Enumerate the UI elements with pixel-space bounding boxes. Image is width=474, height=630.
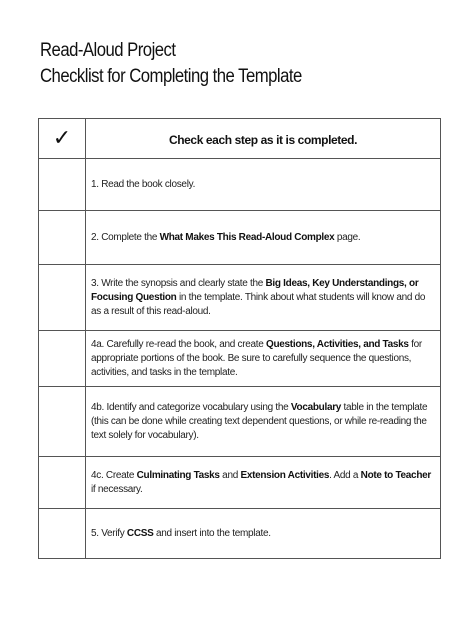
- step-plain-text: 1. Read the book closely.: [91, 178, 196, 190]
- step-text: [86, 401, 440, 443]
- checkbox-cell-4[interactable]: [39, 331, 86, 387]
- step-bold-text: What Makes This Read-Aloud Complex: [159, 231, 335, 243]
- step-bold-text: Vocabulary: [290, 401, 342, 413]
- step-plain-text: in the template. Think about what students will know and do as a result of this read-aloud.: [91, 291, 426, 317]
- checkbox-cell-2[interactable]: [39, 211, 86, 265]
- step-cell-6: [86, 457, 441, 509]
- step-text: [86, 527, 440, 541]
- instruction-header-text: Check each step as it is completed.: [168, 132, 358, 147]
- page-title: [40, 38, 302, 90]
- step-plain-text: 3. Write the synopsis and clearly state the: [91, 277, 266, 289]
- step-text: [86, 277, 440, 319]
- table-row: [39, 211, 441, 265]
- step-plain-text: and: [219, 469, 241, 481]
- step-cell-2: [86, 211, 441, 265]
- table-row: [39, 331, 441, 387]
- step-text: [86, 178, 440, 192]
- step-cell-1: [86, 159, 441, 211]
- step-bold-text: Culminating Tasks: [136, 469, 220, 481]
- table-row: [39, 265, 441, 331]
- step-plain-text: 4b. Identify and categorize vocabulary using the: [91, 401, 291, 413]
- step-plain-text: 2. Complete the: [91, 231, 160, 243]
- step-plain-text: table in the template (this can be done while creating text dependent questions, or while re-reading the text solely for vocabulary).: [91, 401, 428, 441]
- step-text: [86, 338, 440, 380]
- step-cell-3: [86, 265, 441, 331]
- step-plain-text: for appropriate portions of the book. Be sure to carefully sequence the questions, activities, and tasks in the template.: [91, 338, 422, 378]
- step-plain-text: 4a. Carefully re-read the book, and create: [91, 338, 266, 350]
- step-cell-5: [86, 387, 441, 457]
- step-bold-text: Questions, Activities, and Tasks: [266, 338, 409, 350]
- checkmark-icon: ✓: [52, 125, 72, 151]
- step-plain-text: and insert into the template.: [153, 527, 271, 539]
- title-line-2: Checklist for Completing the Template: [40, 66, 302, 87]
- step-bold-text: Big Ideas, Key Understandings, or Focusing Question: [91, 277, 419, 303]
- checkbox-cell-5[interactable]: [39, 387, 86, 457]
- step-plain-text: 5. Verify: [91, 527, 127, 539]
- checkbox-cell-3[interactable]: [39, 265, 86, 331]
- table-row: [39, 457, 441, 509]
- step-plain-text: if necessary.: [91, 483, 143, 495]
- step-bold-text: CCSS: [126, 527, 154, 539]
- step-text: [86, 231, 440, 245]
- step-text: [86, 469, 440, 497]
- table-row: [39, 509, 441, 559]
- check-column-header: [39, 119, 86, 159]
- step-cell-7: [86, 509, 441, 559]
- step-plain-text: page.: [334, 231, 361, 243]
- step-plain-text: . Add a: [329, 469, 361, 481]
- table-row: [39, 387, 441, 457]
- step-bold-text: Extension Activities: [240, 469, 330, 481]
- step-plain-text: 4c. Create: [91, 469, 137, 481]
- table-row: [39, 159, 441, 211]
- checkbox-cell-7[interactable]: [39, 509, 86, 559]
- step-bold-text: Note to Teacher: [360, 469, 431, 481]
- checklist-header-row: [39, 119, 441, 159]
- instruction-header: [86, 119, 441, 159]
- step-cell-4: [86, 331, 441, 387]
- checklist-table: [38, 118, 441, 559]
- checkbox-cell-1[interactable]: [39, 159, 86, 211]
- checkbox-cell-6[interactable]: [39, 457, 86, 509]
- title-line-1: Read-Aloud Project: [40, 40, 176, 61]
